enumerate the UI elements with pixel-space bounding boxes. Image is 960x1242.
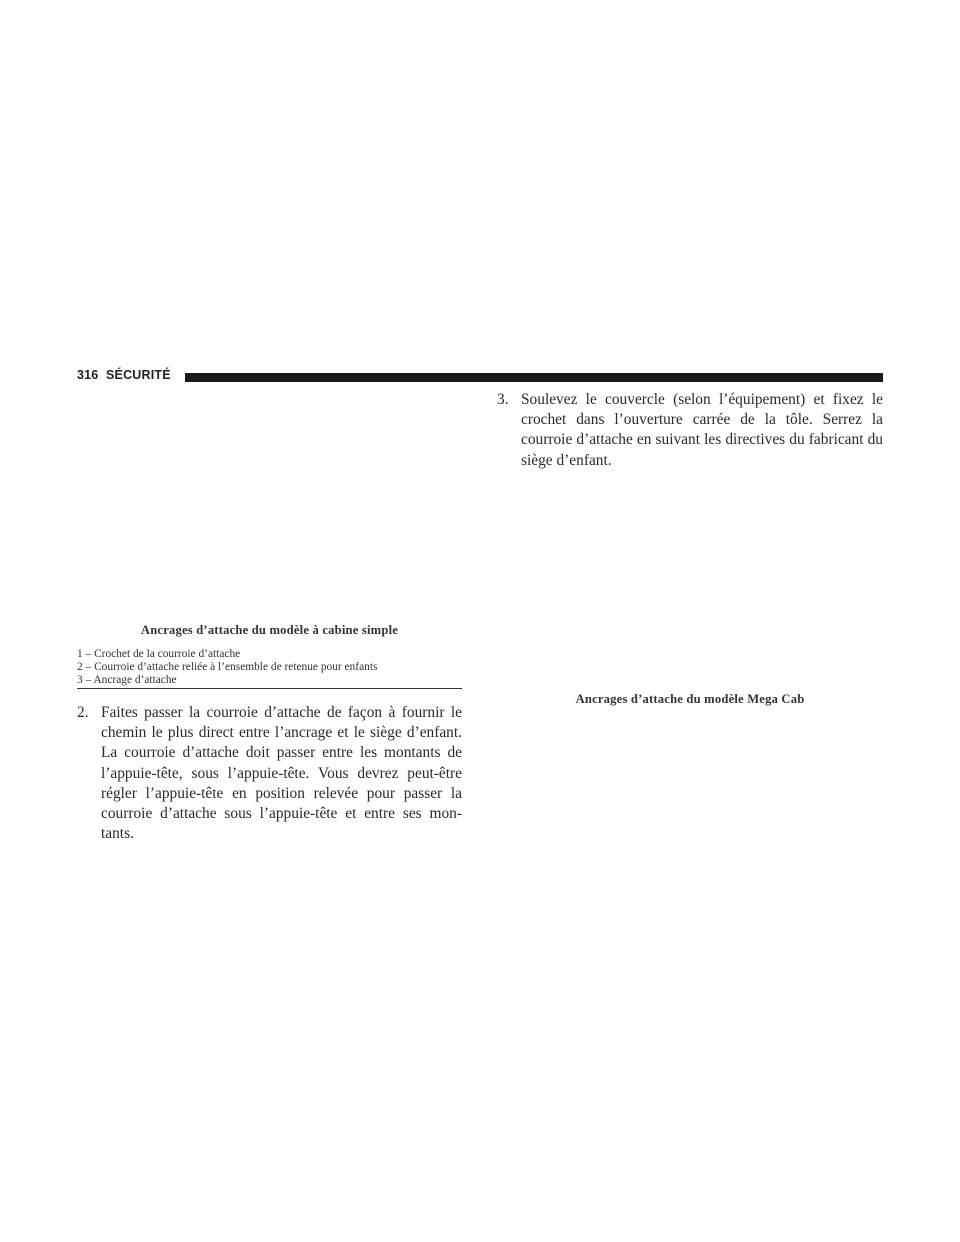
page-number: 316 [77,368,99,382]
figure-area-mega-cab [497,471,883,691]
legend-item-3: 3 – Ancrage d’attache [77,674,177,686]
figure-legend [77,648,462,689]
header-rule [185,373,883,382]
step-2 [77,703,462,844]
page-header [77,367,883,385]
legend-item-1: 1 – Crochet de la courroie d’attache [77,648,241,660]
figure-area-single-cab [77,390,462,622]
left-column [77,390,462,844]
legend-item-2: 2 – Courroie d’attache reliée à l’ensemble de retenue pour enfants [77,661,378,673]
right-column [497,390,883,707]
figure-caption-mega-cab: Ancrages d’attache du modèle Mega Cab [575,691,805,706]
step-3-number: 3. [497,391,509,408]
step-2-text: Faites passer la courroie d’attache de façon à fournir le chemin le plus direct entre l’ancrage et le siège d’enfant. La courroie d’attache doit passer entre les montants de l’appuie-tête, sous l’appuie-tête. Vous devrez peut-être régler l’appuie-tête en position relevée pour passer la courroie d’attache sous l’appuie-tête et entre ses mon-tants. [101,704,462,843]
section-title: SÉCURITÉ [106,368,171,382]
step-3-text: Soulevez le couvercle (selon l’équipement) et fixez le crochet dans l’ouverture carrée de la tôle. Serrez la courroie d’attache en suivant les directives du fabricant du siège d’enfant. [521,391,883,469]
figure-caption-single-cab: Ancrages d’attache du modèle à cabine simple [140,623,399,637]
step-2-number: 2. [77,704,89,721]
step-3 [497,390,883,471]
